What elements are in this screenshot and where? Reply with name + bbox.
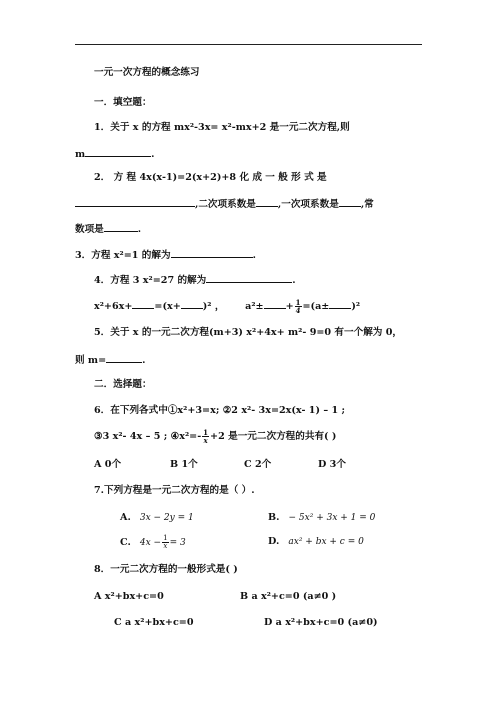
q3-period: . [252, 250, 256, 261]
q4-d4: )² [351, 301, 361, 312]
q2-quadratic-coef-label: ,二次项系数是 [195, 199, 256, 210]
q4-text: 4．方程 3 x²=27 的解为 [94, 275, 207, 286]
q4-c-blank2[interactable] [181, 298, 203, 309]
q7-c-fraction [162, 535, 168, 550]
q5-line2 [75, 352, 145, 367]
q2-linear-coef-blank[interactable] [339, 196, 361, 207]
q2-line2 [75, 196, 374, 211]
q6-frac-num: 1 [203, 428, 209, 437]
q2-const-blank[interactable] [104, 221, 138, 232]
q1-line1: 1．关于 x 的方程 mx²-3x= x²-mx+2 是一元二次方程,则 [94, 122, 350, 133]
q3-text: 3．方程 x²=1 的解为 [75, 250, 171, 261]
q4-line2 [94, 298, 360, 314]
q6-option-a[interactable]: A 0个 [94, 459, 122, 470]
q7-a-expr: 3x − 2y = 1 [139, 513, 194, 523]
q2-linear-coef-label: ,一次项系数是 [277, 199, 339, 210]
q6-frac-den: x [203, 436, 208, 445]
q7-option-a[interactable] [120, 511, 194, 525]
q7-option-c[interactable] [120, 535, 186, 550]
q2-period: . [137, 224, 142, 235]
q4-line1 [94, 272, 296, 287]
page-title: 一元一次方程的概念练习 [94, 67, 200, 78]
q7-a-label: A. [120, 512, 131, 523]
q7-c-expr-b: = 3 [169, 538, 186, 548]
q5-answer-blank[interactable] [106, 352, 142, 363]
q4-c1: x²+6x+ [94, 301, 133, 312]
q7-b-expr: − 5x² + 3x + 1 = 0 [288, 513, 376, 523]
q5-line1: 5．关于 x 的一元二次方程(m+3) x²+4x+ m²- 9=0 有一个解为 0， [94, 327, 403, 338]
q4-c-blank1[interactable] [132, 298, 154, 309]
q8-option-d[interactable]: D a x²+bx+c=0 (a≠0) [264, 617, 378, 628]
header-rule [75, 44, 422, 45]
section-choice-heading: 二．选择题： [94, 379, 152, 390]
q4-answer-blank[interactable] [206, 272, 292, 283]
q7-stem: 7.下列方程是一元二次方程的是（ ）. [94, 485, 255, 496]
q6-fraction [202, 429, 209, 444]
q7-option-b[interactable] [268, 511, 375, 525]
q7-b-label: B. [268, 512, 280, 523]
q2-line3 [75, 221, 141, 236]
q2-quadratic-coef-blank[interactable] [256, 196, 278, 207]
q8-option-b[interactable]: B a x²+c=0 (a≠0 ) [240, 591, 337, 602]
q4-c3: )² ， [202, 301, 225, 312]
q1-var: m [75, 149, 86, 160]
q6-option-c[interactable]: C 2个 [244, 459, 272, 470]
q4-d-blank1[interactable] [264, 298, 286, 309]
q2-const-label-start: ,常 [360, 199, 374, 210]
q6-line2-b: +2 是一元二次方程的共有( ) [210, 431, 337, 442]
q4-d-blank2[interactable] [329, 298, 351, 309]
q7-option-d[interactable] [268, 535, 364, 549]
q4-d3: =(a± [302, 301, 330, 312]
q5-period: . [142, 355, 146, 366]
q8-option-c[interactable]: C a x²+bx+c=0 [114, 617, 194, 628]
q6-option-d[interactable]: D 3个 [318, 459, 346, 470]
q2-line1: 2． 方 程 4x(x-1)=2(x+2)+8 化 成 一 般 形 式 是 [94, 172, 327, 183]
q2-const-label: 数项是 [75, 224, 104, 235]
q8-option-a[interactable]: A x²+bx+c=0 [94, 591, 164, 602]
q1-line2 [75, 146, 155, 161]
q6-option-b[interactable]: B 1个 [170, 459, 198, 470]
q3-answer-blank[interactable] [171, 247, 253, 258]
q7-c-frac-den: x [163, 542, 168, 550]
q7-d-expr: ax² + bx + c = 0 [288, 537, 364, 547]
q5-label: 则 m= [75, 355, 107, 366]
section-fill-blank-heading: 一．填空题： [94, 97, 152, 108]
q4-frac-den: 4 [295, 306, 301, 315]
q8-stem: 8．一元二次方程的一般形式是( ) [94, 564, 238, 575]
q4-d2: + [285, 301, 294, 312]
q7-c-expr-a: 4x − [139, 538, 162, 548]
q2-general-form-blank[interactable] [75, 196, 195, 207]
q4-fraction [295, 299, 302, 314]
q6-line2 [94, 429, 336, 444]
q7-d-label: D. [268, 536, 280, 547]
q7-c-label: C. [120, 537, 131, 548]
q4-period: . [292, 275, 296, 286]
q6-line2-a: ③3 x²- 4x – 5 ; ④x²=- [94, 431, 202, 442]
q4-frac-num: 1 [295, 298, 301, 307]
q6-line1: 6．在下列各式中①x²+3=x; ②2 x²- 3x=2x(x- 1) – 1 ; [94, 405, 346, 416]
q4-d1: a²± [245, 301, 264, 312]
q3-line [75, 247, 256, 262]
q7-c-frac-num: 1 [163, 534, 168, 542]
q1-answer-blank[interactable] [85, 146, 151, 157]
q1-period: . [151, 149, 155, 160]
q4-c2: =(x+ [154, 301, 181, 312]
